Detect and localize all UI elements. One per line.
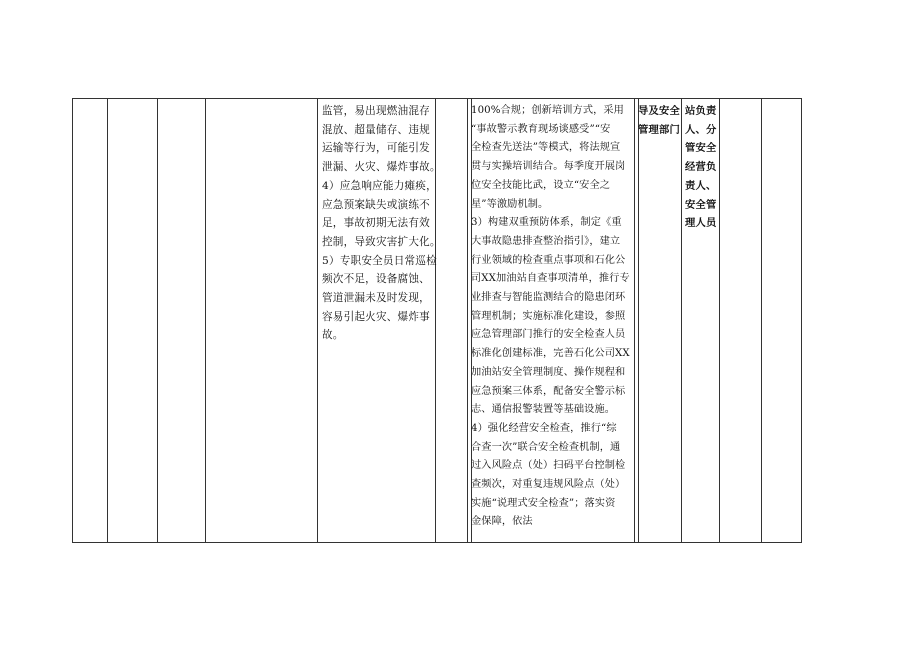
column-divider — [634, 99, 639, 542]
column-divider — [681, 99, 682, 542]
column-divider — [157, 99, 158, 542]
text-line: 100%合规；创新培训方式，采用 — [471, 105, 624, 116]
responsible-person-cell — [685, 102, 717, 233]
text-line: 应急预案缺失或演练不 — [322, 198, 430, 211]
control-measures-cell — [471, 102, 630, 532]
responsibility-table — [72, 98, 802, 543]
text-line: 加油站安全管理制度、操作规程和 — [471, 366, 626, 378]
text-line: 4）应急响应能力瘫痪， — [322, 179, 437, 192]
text-line: 管道泄漏未及时发现， — [322, 292, 430, 305]
text-line: 星”等激励机制。 — [471, 198, 549, 210]
risk-description-cell — [322, 102, 441, 345]
column-divider — [317, 99, 318, 542]
text-line: 3）构建双重预防体系，制定《重 — [471, 217, 622, 229]
text-line: 安全管 — [685, 198, 717, 211]
text-line: “事故警示教育现场谈感受”“安 — [471, 123, 611, 135]
text-line: 标准化创建标准，完善石化公司XX — [471, 348, 630, 360]
text-line: 4）强化经营安全检查，推行“综 — [471, 422, 617, 434]
text-line: 5）专职安全员日常巡检 — [322, 254, 437, 267]
responsible-department-cell — [638, 102, 680, 139]
text-line: 应急预案三体系，配备安全警示标 — [471, 385, 626, 397]
column-divider — [205, 99, 206, 542]
text-line: 经营负 — [685, 161, 717, 174]
text-line: 混放、超量储存、违规 — [322, 123, 430, 136]
text-line: 过入风险点（处）扫码平台控制检 — [471, 460, 626, 472]
text-line: 应急管理部门推行的安全检查人员 — [471, 329, 626, 341]
text-line: 志、通信报警装置等基础设施。 — [471, 404, 616, 416]
column-divider — [719, 99, 720, 542]
text-line: 控制，导致灾害扩大化。 — [322, 235, 441, 248]
text-line: 司XX加油站自查事项清单，推行专 — [471, 273, 630, 285]
text-line: 人、分 — [685, 123, 717, 136]
text-line: 泄漏、火灾、爆炸事故。 — [322, 161, 441, 174]
text-line: 贯与实操培训结合。每季度开展岗 — [471, 161, 626, 173]
text-line: 故。 — [322, 329, 344, 342]
column-divider — [761, 99, 762, 542]
text-line: 导及安全 — [638, 105, 680, 117]
text-line: 管安全 — [685, 142, 717, 155]
text-line: 行业领域的检查重点事项和石化公 — [471, 254, 626, 266]
text-line: 运输等行为，可能引发 — [322, 142, 430, 155]
text-line: 容易引起火灾、爆炸事 — [322, 310, 430, 323]
text-line: 足，事故初期无法有效 — [322, 217, 430, 230]
column-divider — [107, 99, 108, 542]
text-line: 理人员 — [685, 217, 717, 230]
text-line: 管理机制；实施标准化建设，参照 — [471, 310, 626, 322]
text-line: 实施“说理式安全检查”；落实资 — [471, 497, 616, 509]
text-line: 位安全技能比武，设立“安全之 — [471, 179, 611, 191]
text-line: 监管，易出现燃油混存 — [322, 105, 430, 117]
text-line: 责人、 — [685, 179, 717, 192]
text-line: 业排查与智能监测结合的隐患闭环 — [471, 292, 626, 304]
text-line: 金保障，依法 — [471, 516, 533, 528]
text-line: 频次不足，设备腐蚀、 — [322, 273, 430, 286]
text-line: 站负责 — [685, 105, 717, 117]
text-line: 合查一次”联合安全检查机制，通 — [471, 441, 621, 453]
text-line: 查频次，对重复违规风险点（处） — [471, 479, 626, 491]
text-line: 大事故隐患排查整治指引》，建立 — [471, 235, 621, 247]
text-line: 管理部门 — [638, 123, 680, 136]
text-line: 全检查先送法”等模式，将法规宣 — [471, 142, 621, 154]
